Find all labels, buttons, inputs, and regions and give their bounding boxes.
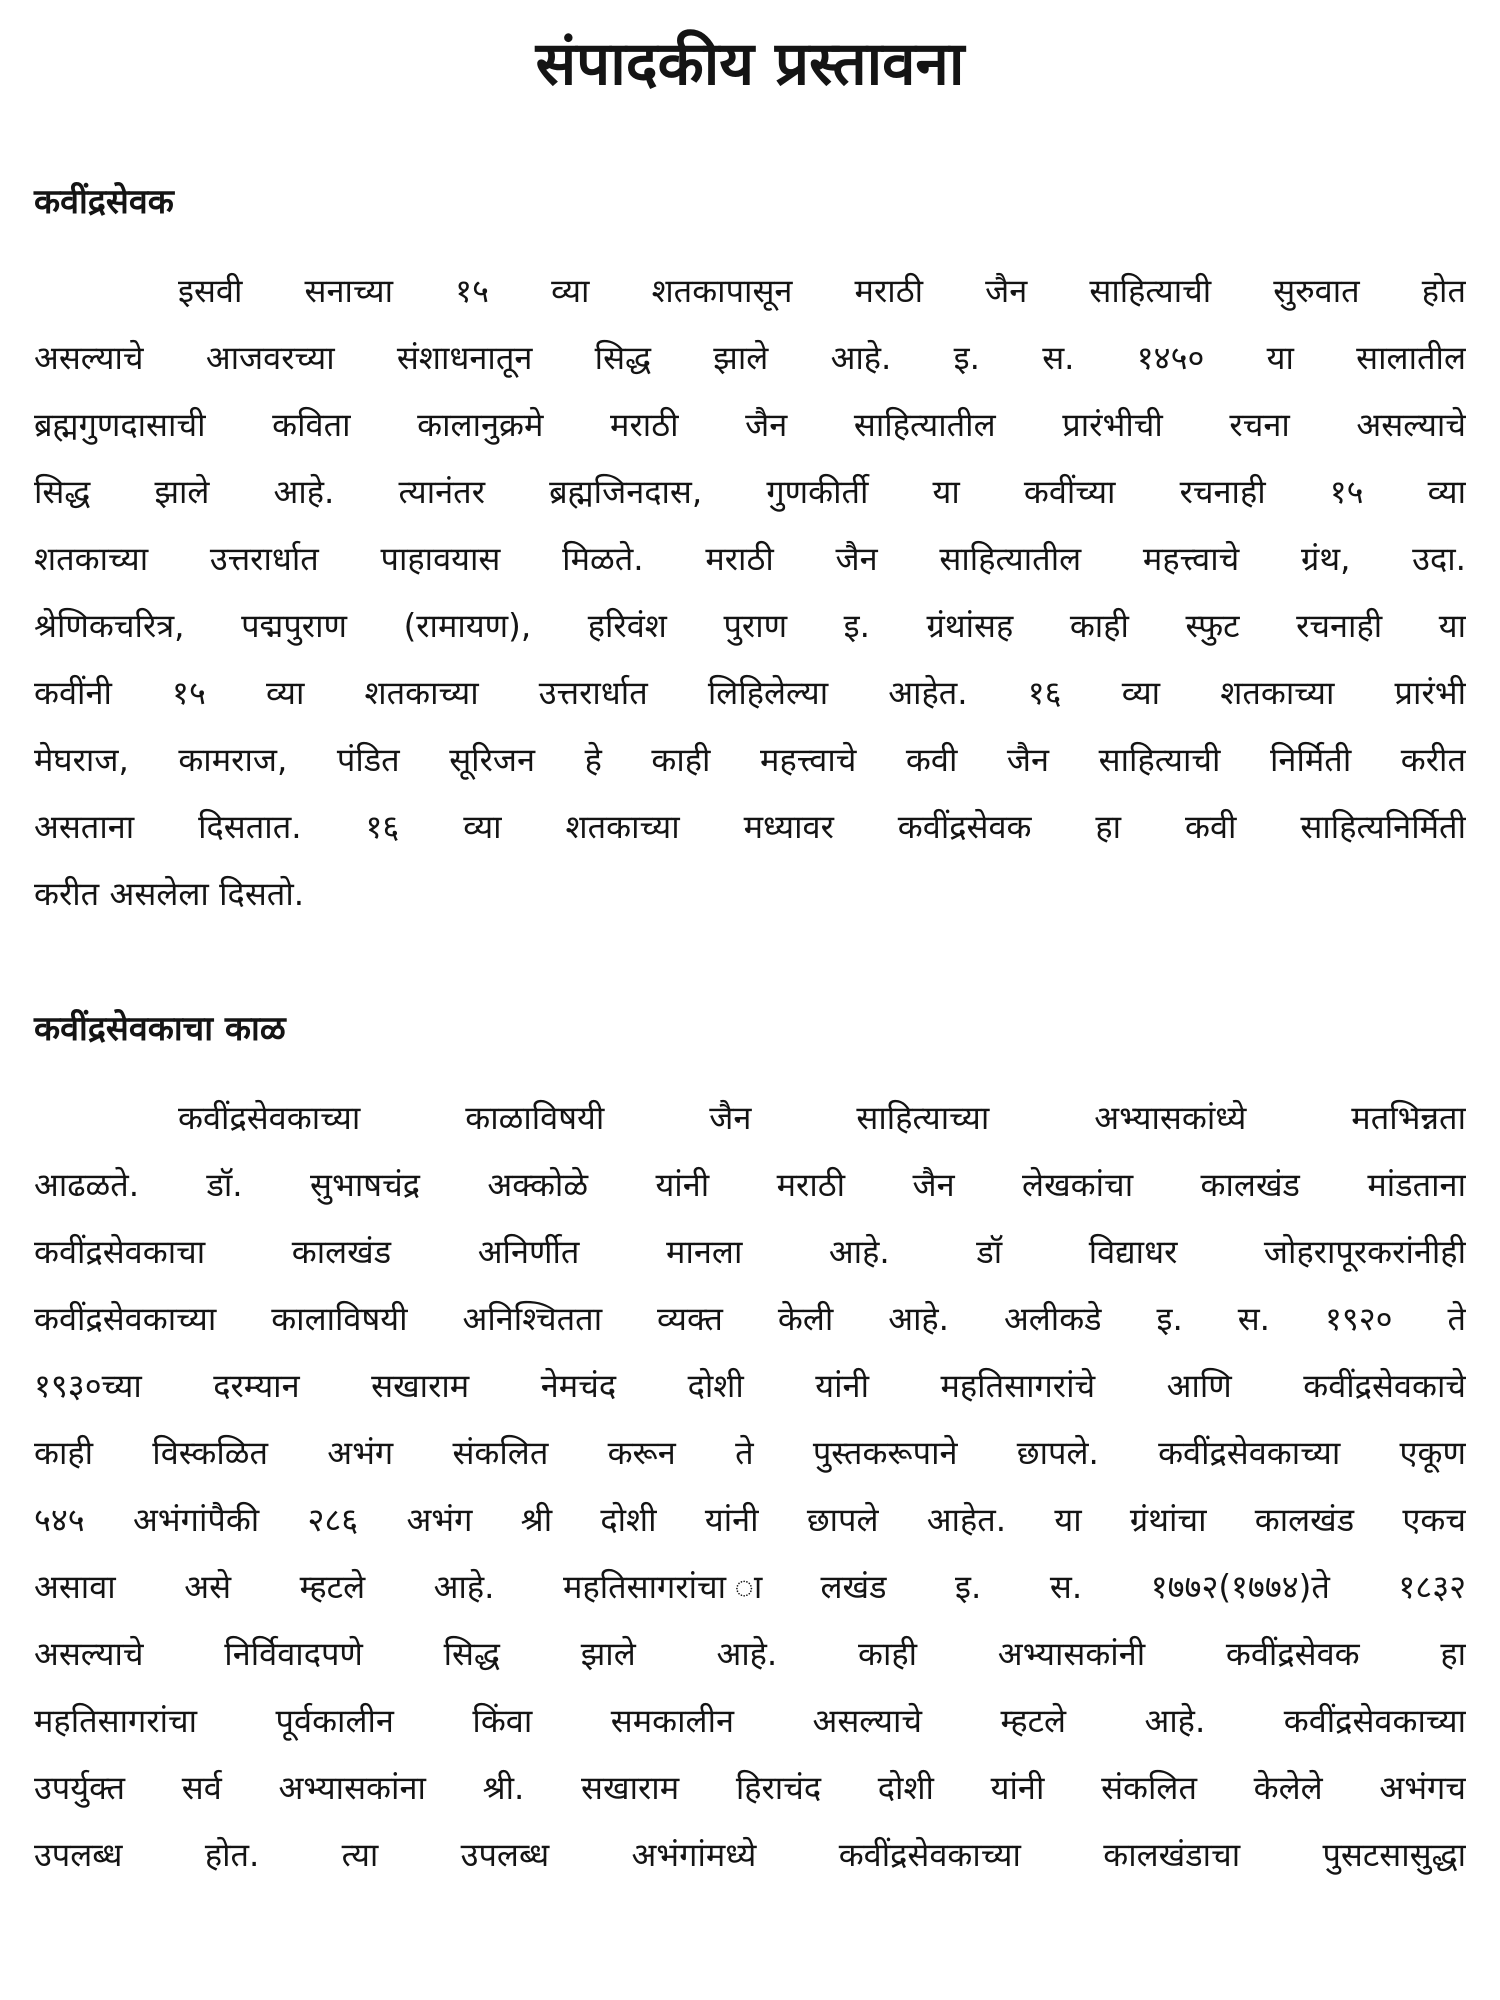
- section-heading-kavindrasevak: कवींद्रसेवक: [34, 182, 174, 222]
- text-line: करीत असलेला दिसतो.: [34, 875, 305, 913]
- text-line: सिद्ध झाले आहे. त्यानंतर ब्रह्मजिनदास, गुणकीर्ती या कवींच्या रचनाही १५ व्या: [34, 473, 1466, 511]
- text-line: असताना दिसतात. १६ व्या शतकाच्या मध्यावर कवींद्रसेवक हा कवी साहित्यनिर्मिती: [34, 808, 1466, 846]
- text-line: असल्याचे निर्विवादपणे सिद्ध झाले आहे. काही अभ्यासकांनी कवींद्रसेवक हा: [34, 1635, 1466, 1673]
- text-line: असावा असे म्हटले आहे. महतिसागरांचा ालखंड इ. स. १७७२(१७७४)ते १८३२: [34, 1568, 1466, 1606]
- text-line: कवींद्रसेवकाच्या कालाविषयी अनिश्चितता व्यक्त केली आहे. अलीकडे इ. स. १९२० ते: [34, 1300, 1466, 1338]
- text-line: ब्रह्मगुणदासाची कविता कालानुक्रमे मराठी जैन साहित्यातील प्रारंभीची रचना असल्याचे: [34, 406, 1466, 444]
- text-line: उपलब्ध होत. त्या उपलब्ध अभंगांमध्ये कवींद्रसेवकाच्या कालखंडाचा पुसटसासुद्धा: [34, 1836, 1466, 1874]
- text-line: १९३०च्या दरम्यान सखाराम नेमचंद दोशी यांनी महतिसागरांचे आणि कवींद्रसेवकाचे: [34, 1367, 1466, 1405]
- text-line: इसवी सनाच्या १५ व्या शतकापासून मराठी जैन साहित्याची सुरुवात होत: [178, 272, 1466, 310]
- page-title: संपादकीय प्रस्तावना: [535, 29, 965, 99]
- text-line: शतकाच्या उत्तरार्धात पाहावयास मिळते. मराठी जैन साहित्यातील महत्त्वाचे ग्रंथ, उदा.: [34, 540, 1466, 578]
- text-line: काही विस्कळित अभंग संकलित करून ते पुस्तकरूपाने छापले. कवींद्रसेवकाच्या एकूण: [34, 1434, 1466, 1472]
- text-line: असल्याचे आजवरच्या संशाधनातून सिद्ध झाले आहे. इ. स. १४५० या सालातील: [34, 339, 1466, 377]
- text-line: महतिसागरांचा पूर्वकालीन किंवा समकालीन असल्याचे म्हटले आहे. कवींद्रसेवकाच्या: [34, 1702, 1466, 1740]
- text-line: ५४५ अभंगांपैकी २८६ अभंग श्री दोशी यांनी छापले आहेत. या ग्रंथांचा कालखंड एकच: [34, 1501, 1466, 1539]
- text-line: श्रेणिकचरित्र, पद्मपुराण (रामायण), हरिवंश पुराण इ. ग्रंथांसह काही स्फुट रचनाही या: [34, 607, 1466, 645]
- text-line: आढळते. डॉ. सुभाषचंद्र अक्कोळे यांनी मराठी जैन लेखकांचा कालखंड मांडताना: [34, 1166, 1466, 1204]
- text-line: मेघराज, कामराज, पंडित सूरिजन हे काही महत्त्वाचे कवी जैन साहित्याची निर्मिती करीत: [34, 741, 1466, 779]
- text-line: उपर्युक्त सर्व अभ्यासकांना श्री. सखाराम हिराचंद दोशी यांनी संकलित केलेले अभंगच: [34, 1769, 1466, 1807]
- text-line: कवींद्रसेवकाच्या काळाविषयी जैन साहित्याच्या अभ्यासकांध्ये मतभिन्नता: [178, 1099, 1466, 1137]
- text-line: कवींनी १५ व्या शतकाच्या उत्तरार्धात लिहिलेल्या आहेत. १६ व्या शतकाच्या प्रारंभी: [34, 674, 1466, 712]
- text-line: कवींद्रसेवकाचा कालखंड अनिर्णीत मानला आहे. डॉ विद्याधर जोहरापूरकरांनीही: [34, 1233, 1466, 1271]
- section-heading-kavindrasevak-period: कवींद्रसेवकाचा काळ: [34, 1009, 286, 1049]
- paragraph-kavindrasevak: [34, 258, 1466, 928]
- paragraph-kavindrasevak-period: [34, 1085, 1466, 1889]
